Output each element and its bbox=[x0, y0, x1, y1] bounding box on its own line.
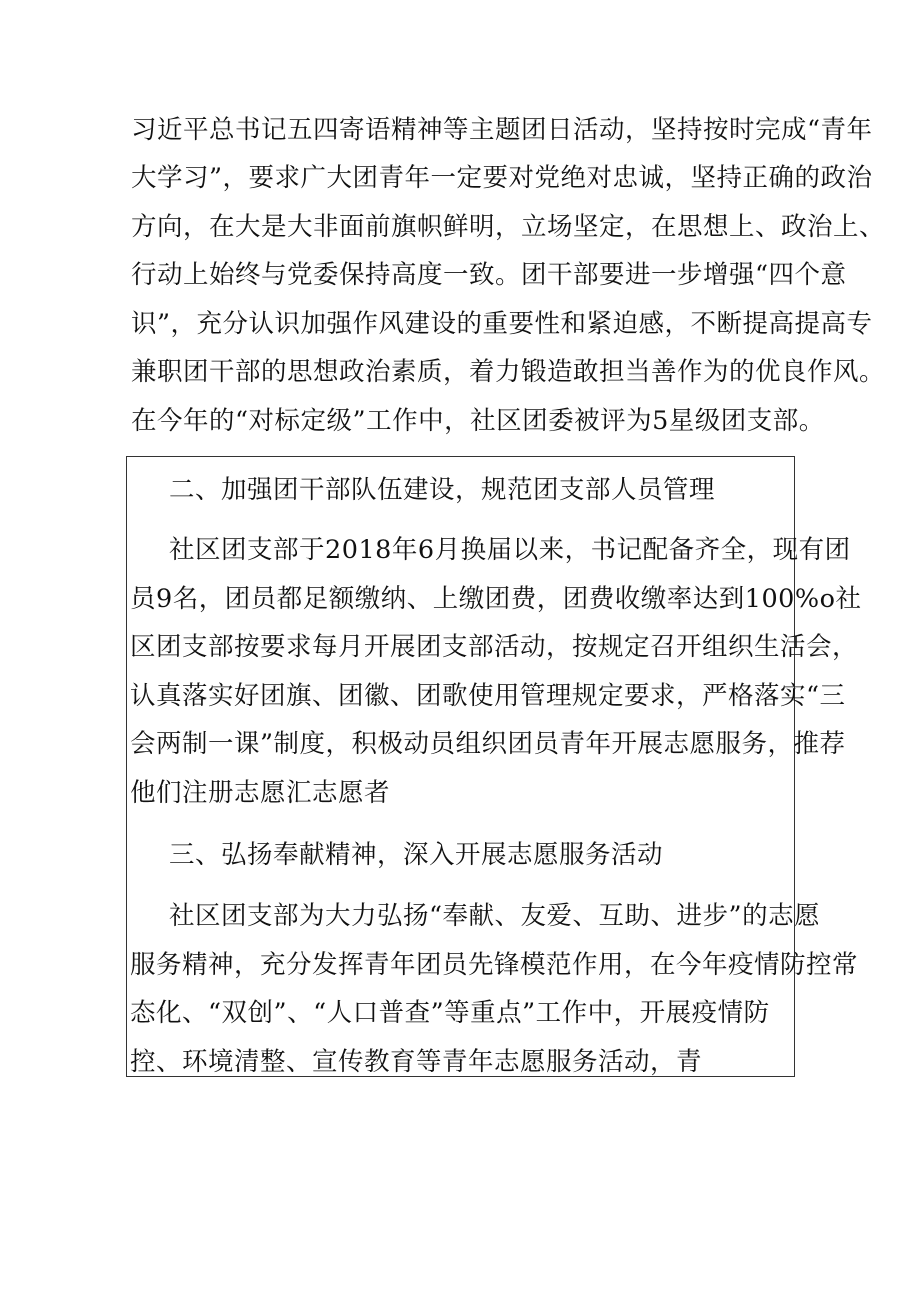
paragraph-line: 他们注册志愿汇志愿者 bbox=[130, 778, 391, 808]
paragraph-line: 社区团支部于2018年6月换届以来，书记配备齐全，现有团 bbox=[169, 535, 851, 565]
paragraph-line: 会两制一课”制度，积极动员组织团员青年开展志愿服务，推荐 bbox=[130, 729, 846, 759]
section-heading-2: 二、加强团干部队伍建设，规范团支部人员管理 bbox=[169, 475, 716, 505]
paragraph-line: 方向，在大是大非面前旗帜鲜明，立场坚定，在思想上、政治上、 bbox=[131, 212, 886, 242]
paragraph-line: 在今年的“对标定级”工作中，社区团委被评为5星级团支部。 bbox=[131, 406, 825, 436]
paragraph-line: 员9名，团员都足额缴纳、上缴团费，团费收缴率达到100%o社 bbox=[130, 584, 862, 614]
paragraph-line: 识”，充分认识加强作风建设的重要性和紧迫感，不断提高提高专 bbox=[131, 309, 873, 339]
paragraph-line: 行动上始终与党委保持高度一致。团干部要进一步增强“四个意 bbox=[131, 260, 847, 290]
paragraph-line: 态化、“双创”、“人口普查”等重点”工作中，开展疫情防 bbox=[130, 998, 770, 1028]
paragraph-line: 大学习”，要求广大团青年一定要对党绝对忠诚，坚持正确的政治 bbox=[131, 163, 873, 193]
paragraph-line: 认真落实好团旗、团徽、团歌使用管理规定要求，严格落实“三 bbox=[130, 681, 846, 711]
paragraph-line: 习近平总书记五四寄语精神等主题团日活动，坚持按时完成“青年 bbox=[131, 115, 873, 145]
paragraph-line: 控、环境清整、宣传教育等青年志愿服务活动，青 bbox=[130, 1047, 703, 1077]
paragraph-line: 社区团支部为大力弘扬“奉献、友爱、互助、进步”的志愿 bbox=[169, 901, 821, 931]
paragraph-line: 兼职团干部的思想政治素质，着力锻造敢担当善作为的优良作风。 bbox=[131, 357, 886, 387]
bordered-text-box bbox=[126, 456, 862, 1077]
section-heading-3: 三、弘扬奉献精神，深入开展志愿服务活动 bbox=[169, 840, 664, 870]
paragraph-line: 区团支部按要求每月开展团支部活动，按规定召开组织生活会， bbox=[130, 632, 859, 662]
paragraph-line: 服务精神，充分发挥青年团员先锋模范作用，在今年疫情防控常 bbox=[130, 950, 859, 980]
